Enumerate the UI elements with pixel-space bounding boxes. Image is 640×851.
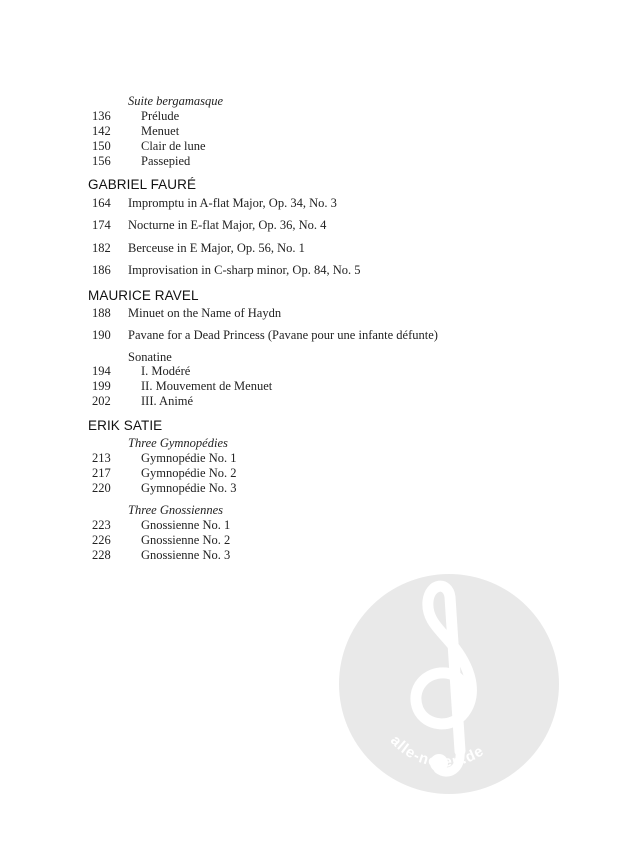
page-number: 199 [92, 379, 111, 393]
composer-heading-ravel: MAURICE RAVEL [88, 288, 199, 303]
piece-title: Menuet [141, 124, 180, 138]
page-number: 223 [92, 518, 111, 532]
piece-title: Gymnopédie No. 2 [141, 466, 237, 480]
piece-title: Gnossienne No. 1 [141, 518, 231, 532]
piece-title: Improvisation in C-sharp minor, Op. 84, No. 5 [128, 263, 361, 277]
piece-title: II. Mouvement de Menuet [141, 379, 273, 393]
page-number: 202 [92, 394, 111, 408]
page-number: 164 [92, 196, 111, 210]
composer-heading-faure: GABRIEL FAURÉ [88, 177, 197, 192]
page-number: 150 [92, 139, 111, 153]
piece-title: Gnossienne No. 3 [141, 548, 231, 562]
sonatine-heading: Sonatine [128, 350, 172, 364]
composer-heading-satie: ERIK SATIE [88, 418, 163, 433]
piece-title: Impromptu in A-flat Major, Op. 34, No. 3 [128, 196, 337, 210]
gnossiennes-heading: Three Gnossiennes [128, 503, 224, 517]
page-number: 156 [92, 154, 111, 168]
watermark-text: alle-noten.de [386, 732, 488, 771]
page-number: 194 [92, 364, 111, 378]
treble-clef-icon [338, 573, 560, 795]
piece-title: Nocturne in E-flat Major, Op. 36, No. 4 [128, 218, 327, 232]
piece-title: Gymnopédie No. 3 [141, 481, 237, 495]
page-number: 213 [92, 451, 111, 465]
piece-title: Pavane for a Dead Princess (Pavane pour une infante défunte) [128, 328, 438, 342]
gymnopedies-heading: Three Gymnopédies [128, 436, 228, 450]
piece-title: Gymnopédie No. 1 [141, 451, 237, 465]
page-number: 190 [92, 328, 111, 342]
page-number: 136 [92, 109, 111, 123]
page-number: 174 [92, 218, 111, 232]
page-number: 217 [92, 466, 111, 480]
page-number: 182 [92, 241, 111, 255]
piece-title: Clair de lune [141, 139, 206, 153]
piece-title: Berceuse in E Major, Op. 56, No. 1 [128, 241, 305, 255]
piece-title: III. Animé [141, 394, 194, 408]
piece-title: Gnossienne No. 2 [141, 533, 231, 547]
piece-title: I. Modéré [141, 364, 191, 378]
page-number: 228 [92, 548, 111, 562]
suite-bergamasque-heading: Suite bergamasque [128, 94, 224, 108]
page-number: 186 [92, 263, 111, 277]
page-number: 220 [92, 481, 111, 495]
piece-title: Prélude [141, 109, 180, 123]
page-number: 188 [92, 306, 111, 320]
page-number: 142 [92, 124, 111, 138]
piece-title: Minuet on the Name of Haydn [128, 306, 282, 320]
piece-title: Passepied [141, 154, 191, 168]
page-number: 226 [92, 533, 111, 547]
watermark-logo [338, 573, 560, 795]
